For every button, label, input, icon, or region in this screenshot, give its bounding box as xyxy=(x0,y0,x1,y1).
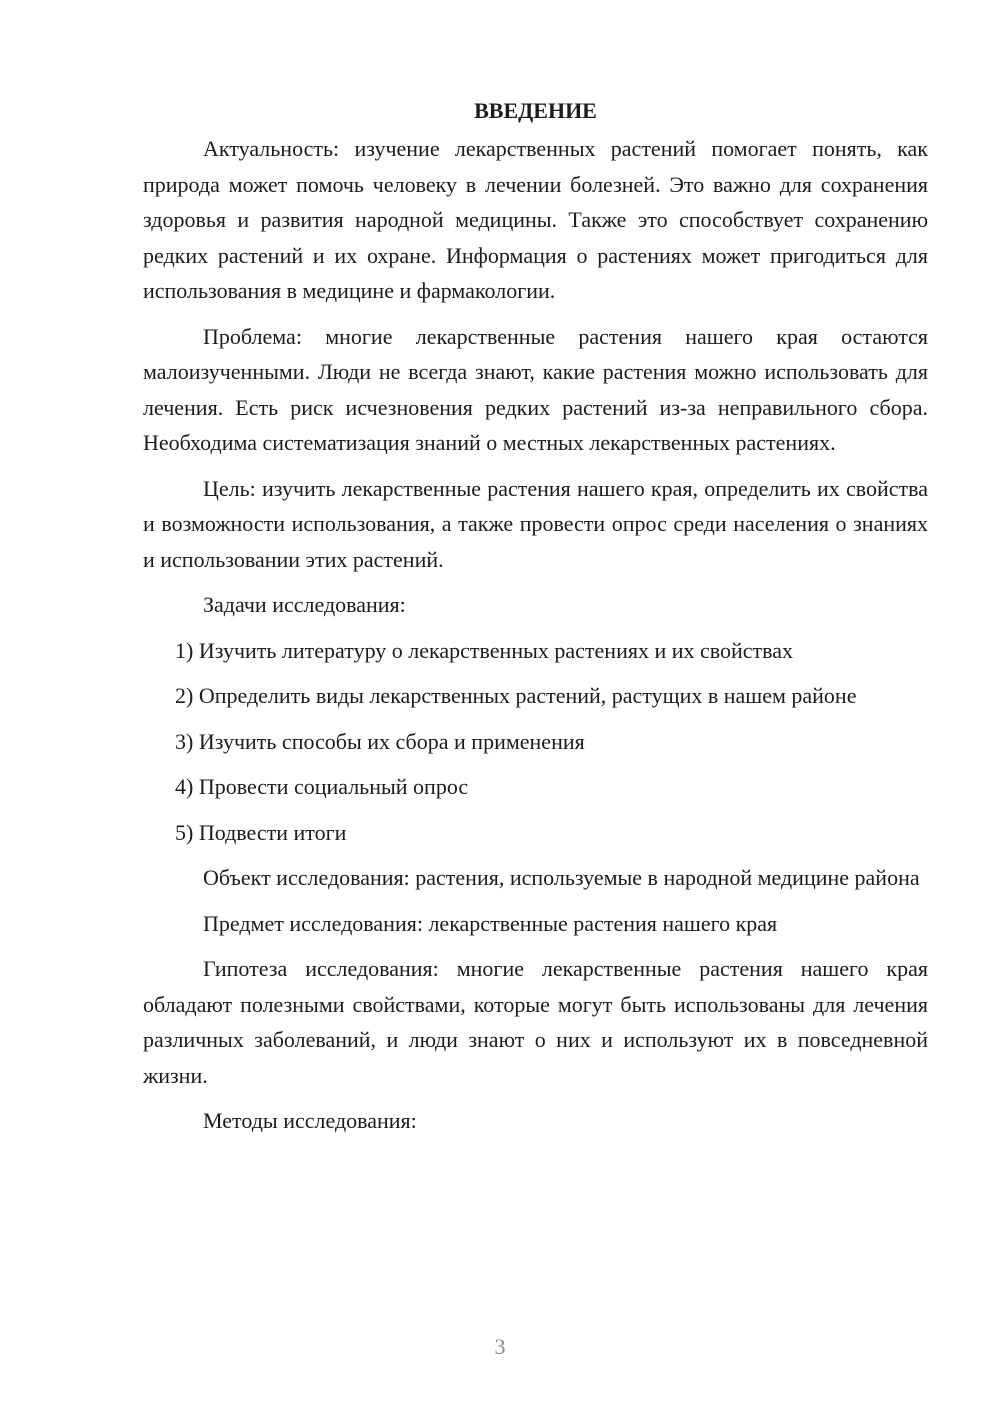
paragraph-problem: Проблема: многие лекарственные растения нашего края остаются малоизученными. Люди не всегда знают, какие растения можно использовать для лечения. Есть риск исчезновения редких растений из-за неправильного сбора. Необходима систематизация знаний о местных лекарственных растениях. xyxy=(143,323,928,455)
task-item-2: 2) Определить виды лекарственных растений, растущих в нашем районе xyxy=(175,683,857,708)
paragraph-object: Объект исследования: растения, используемые в народной медицине района xyxy=(203,865,920,890)
section-title: ВВЕДЕНИЕ xyxy=(474,98,597,123)
document-body xyxy=(143,96,928,1149)
paragraph-goal: Цель: изучить лекарственные растения нашего края, определить их свойства и возможности использования, а также провести опрос среди населения о знаниях и использовании этих растений. xyxy=(143,475,928,572)
paragraph-hypothesis: Гипотеза исследования: многие лекарственные растения нашего края обладают полезными свойствами, которые могут быть использованы для лечения различных заболеваний, и люди знают о них и используют их в повседневной жизни. xyxy=(143,956,928,1088)
task-item-4: 4) Провести социальный опрос xyxy=(175,774,469,799)
page-number: 3 xyxy=(494,1334,506,1359)
task-item-5: 5) Подвести итоги xyxy=(175,819,347,845)
paragraph-relevance: Актуальность: изучение лекарственных растений помогает понять, как природа может помочь человеку в лечении болезней. Это важно для сохранения здоровья и развития народной медицины. Также это способствует сохранению редких растений и их охране. Информация о растениях может пригодиться для использования в медицине и фармакологии. xyxy=(143,136,928,303)
methods-heading: Методы исследования: xyxy=(203,1108,417,1133)
tasks-heading: Задачи исследования: xyxy=(203,592,406,617)
task-item-1: 1) Изучить литературу о лекарственных растениях и их свойствах xyxy=(175,637,794,663)
task-item-3: 3) Изучить способы их сбора и применения xyxy=(175,728,585,754)
paragraph-subject: Предмет исследования: лекарственные растения нашего края xyxy=(203,910,778,936)
